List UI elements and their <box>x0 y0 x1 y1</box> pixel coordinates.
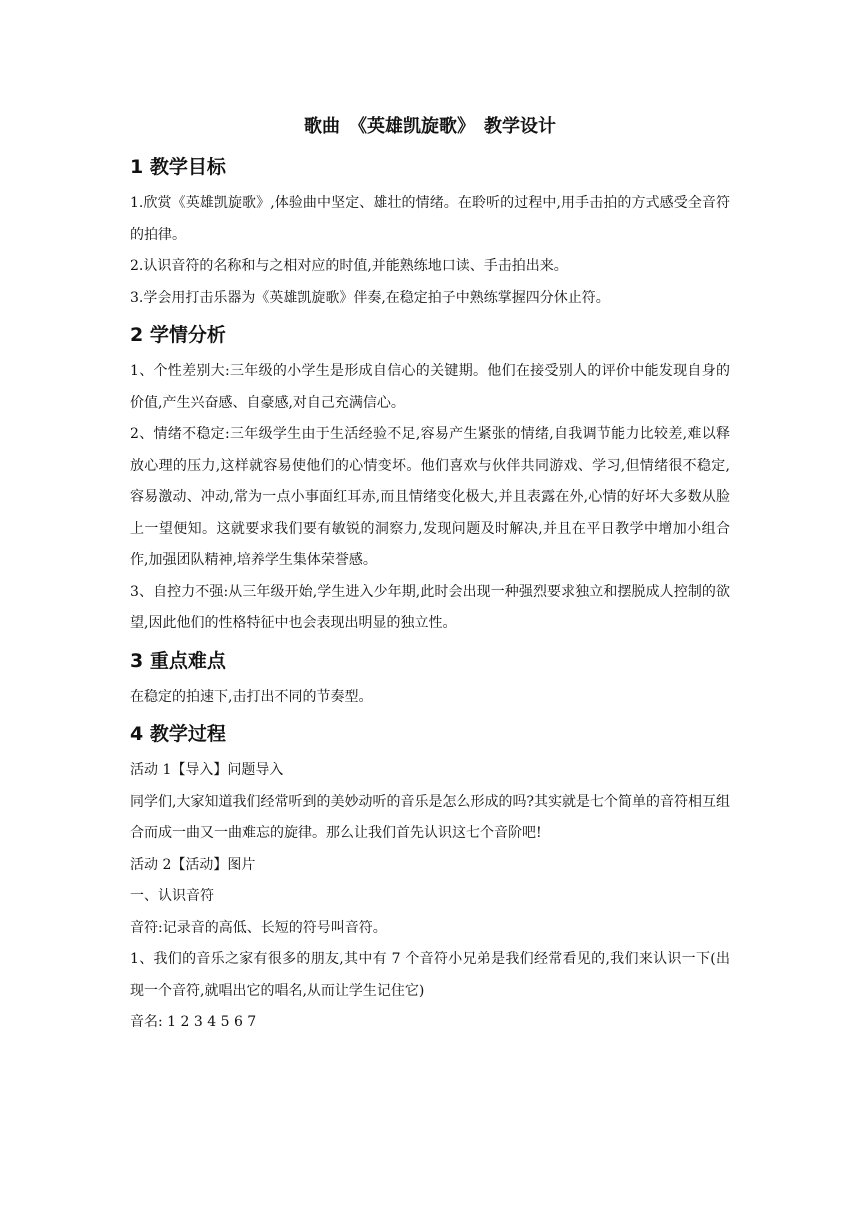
subheading: 一、认识音符 <box>130 888 214 904</box>
activity-label: 活动 2【活动】图片 <box>130 856 256 873</box>
paragraph: 3.学会用打击乐器为《英雄凯旋歌》伴奏,在稳定拍子中熟练掌握四分休止符。 <box>130 289 610 306</box>
paragraph: 1、我们的音乐之家有很多的朋友,其中有 7 个音符小兄弟是我们经常看见的,我们来认识一下(出现一个音符,就唱出它的唱名,从而让学生记住它) <box>130 951 730 999</box>
section-teaching-process <box>130 719 730 1039</box>
document-page <box>130 112 730 1039</box>
paragraph: 音符:记录音的高低、长短的符号叫音符。 <box>130 919 387 936</box>
section-heading: 4 教学过程 <box>130 723 226 745</box>
section-learner-analysis <box>130 320 730 640</box>
note-names: 音名: 1 2 3 4 5 6 7 <box>130 1014 257 1030</box>
paragraph: 在稳定的拍速下,击打出不同的节奏型。 <box>130 688 373 705</box>
paragraph: 1.欣赏《英雄凯旋歌》,体验曲中坚定、雄壮的情绪。在聆听的过程中,用手击拍的方式感受全音符的拍律。 <box>130 195 730 243</box>
section-heading: 3 重点难点 <box>130 649 226 672</box>
paragraph: 2.认识音符的名称和与之相对应的时值,并能熟练地口读、手击拍出来。 <box>130 258 568 274</box>
section-key-points <box>130 646 730 714</box>
section-heading: 1 教学目标 <box>130 156 226 178</box>
section-teaching-objectives <box>130 152 730 314</box>
document-title: 歌曲 《英雄凯旋歌》 教学设计 <box>304 116 556 137</box>
paragraph: 2、情绪不稳定:三年级学生由于生活经验不足,容易产生紧张的情绪,自我调节能力比较差,难以释放心理的压力,这样就容易使他们的心情变坏。他们喜欢与伙伴共同游戏、学习,但情绪很不稳定,容易激动、冲动,常为一点小事面红耳赤,而且情绪变化极大,并且表露在外,心情的好坏大多数从脸上一望便知。这就要求我们要有敏锐的洞察力,发现问题及时解决,并且在平日教学中增加小组合作,加强团队精神,培养学生集体荣誉感。 <box>130 426 730 568</box>
paragraph: 1、个性差别大:三年级的小学生是形成自信心的关键期。他们在接受别人的评价中能发现自身的价值,产生兴奋感、自豪感,对自己充满信心。 <box>130 363 730 411</box>
paragraph: 同学们,大家知道我们经常听到的美妙动听的音乐是怎么形成的吗?其实就是七个简单的音符相互组合而成一曲又一曲难忘的旋律。那么让我们首先认识这七个音阶吧! <box>130 793 730 841</box>
section-heading: 2 学情分析 <box>130 324 226 346</box>
activity-label: 活动 1【导入】问题导入 <box>130 762 284 778</box>
paragraph: 3、自控力不强:从三年级开始,学生进入少年期,此时会出现一种强烈要求独立和摆脱成人控制的欲望,因此他们的性格特征中也会表现出明显的独立性。 <box>130 583 730 631</box>
